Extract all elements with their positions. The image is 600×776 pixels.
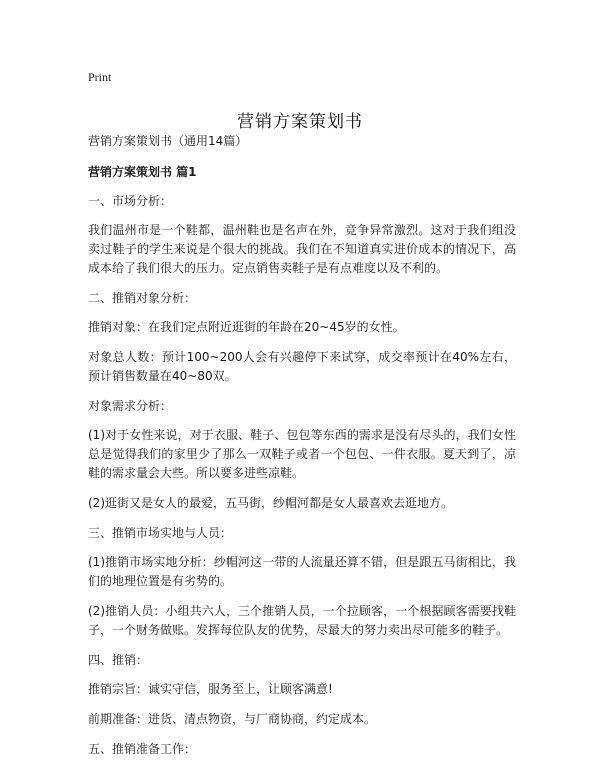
document-body xyxy=(88,132,516,769)
paragraph-needs-1: (1)对于女性来说，对于衣服、鞋子、包包等东西的需求是没有尽头的，我们女性总是觉得我们的家里少了那么一双鞋子或者一个包包、一件衣服。夏天到了，凉鞋的需求量会大些。所以要多进些凉鞋。 xyxy=(88,428,516,480)
document-subtitle: 营销方案策划书（通用14篇） xyxy=(88,134,248,148)
paragraph-target: 推销对象：在我们定点附近逛街的年龄在20~45岁的女性。 xyxy=(88,320,405,334)
paragraph-target-count: 对象总人数：预计100~200人会有兴趣停下来试穿，成交率预计在40%左右，预计销售数量在40~80双。 xyxy=(88,350,516,383)
heading-target-analysis: 二、推销对象分析： xyxy=(88,291,197,305)
document-title: 营销方案策划书 xyxy=(237,112,363,133)
heading-market-analysis: 一、市场分析： xyxy=(88,194,173,208)
paragraph-staff: (2)推销人员：小组共六人，三个推销人员，一个拉顾客，一个根据顾客需要找鞋子，一个财务做账。发挥每位队友的优势，尽最大的努力卖出尽可能多的鞋子。 xyxy=(88,604,516,637)
paragraph-promotion-aim: 推销宗旨：诚实守信，服务至上，让顾客满意! xyxy=(88,682,333,696)
heading-needs-analysis: 对象需求分析： xyxy=(88,399,173,413)
heading-promotion: 四、推销： xyxy=(88,653,149,667)
paragraph-preparation: 前期准备：进货、清点物资，与厂商协商，约定成本。 xyxy=(88,712,377,726)
paragraph-market-site: (1)推销市场实地分析：纱帽河这一带的人流量还算不错，但是跟五马街相比，我们的地理位置是有劣势的。 xyxy=(88,555,516,588)
print-label: Print xyxy=(88,70,112,84)
section-title: 营销方案策划书 篇1 xyxy=(88,165,197,179)
heading-market-staff: 三、推销市场实地与人员： xyxy=(88,526,233,540)
paragraph-market-analysis: 我们温州市是一个鞋都，温州鞋也是名声在外，竞争异常激烈。这对于我们组没卖过鞋子的学生来说是个很大的挑战。我们在不知道真实进价成本的情况下，高成本给了我们很大的压力。定点销售卖鞋子是有点难度以及不利的。 xyxy=(88,223,516,275)
paragraph-needs-2: (2)逛街又是女人的最爱，五马街，纱帽河都是女人最喜欢去逛地方。 xyxy=(88,496,454,510)
heading-preparation-work: 五、推销准备工作： xyxy=(88,742,197,756)
